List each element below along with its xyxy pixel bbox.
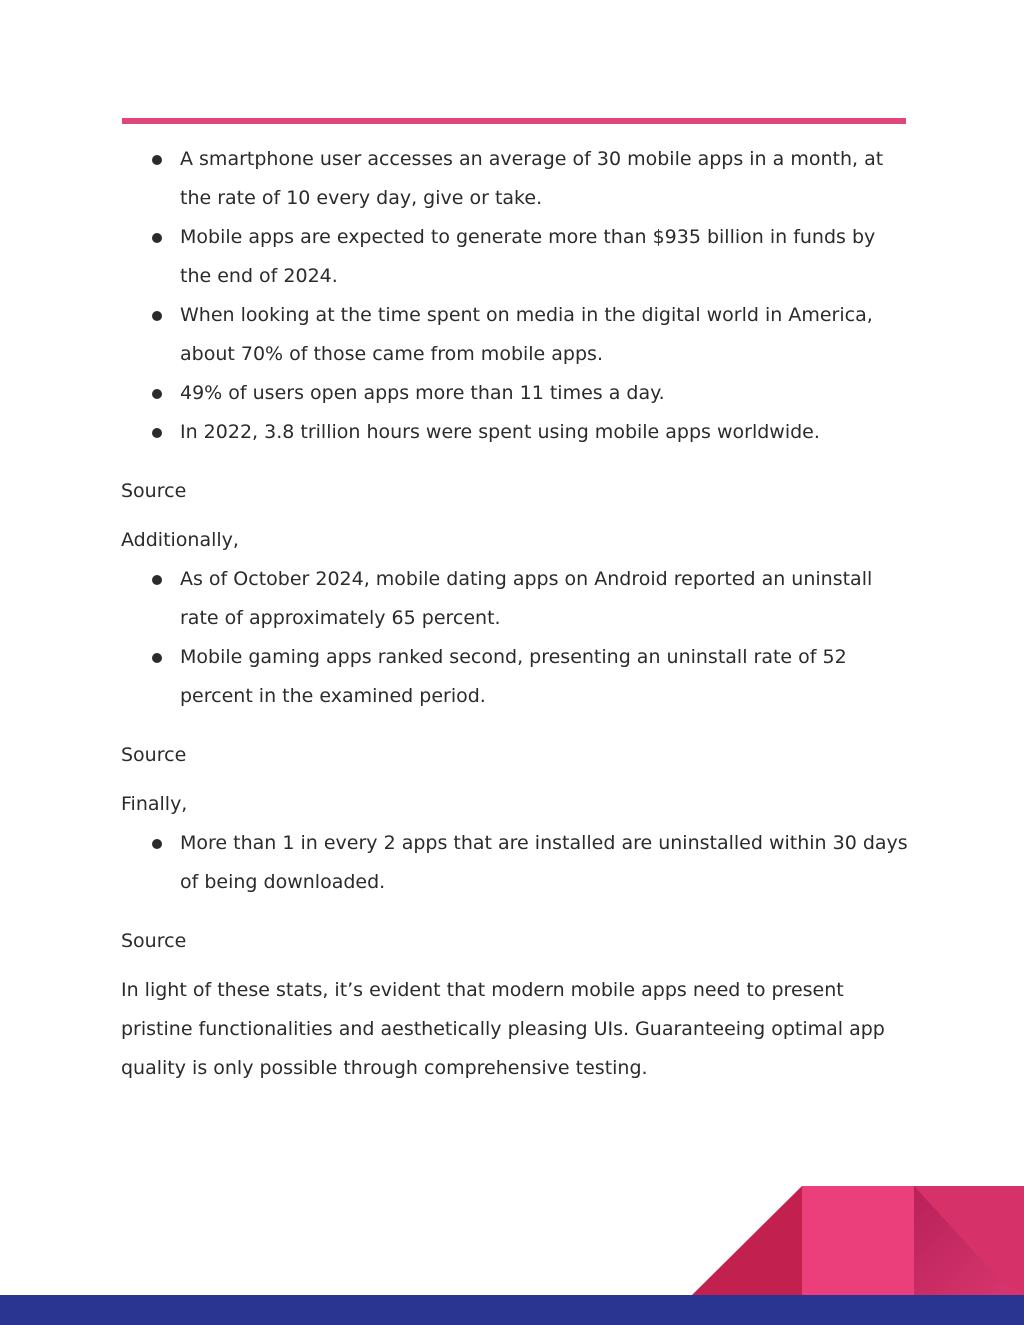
list-item: 49% of users open apps more than 11 times a day. <box>121 374 911 413</box>
stats-list-1 <box>121 140 911 452</box>
footer-triangle-shape <box>692 1186 802 1295</box>
footer-shadow-shape <box>914 1186 1024 1295</box>
bullet-icon <box>152 311 162 321</box>
bullet-icon <box>152 233 162 243</box>
list-item: Mobile gaming apps ranked second, presenting an uninstall rate of 52 percent in the examined period. <box>121 638 911 716</box>
bullet-icon <box>152 575 162 585</box>
footer-pink-block <box>802 1186 914 1295</box>
bullet-icon <box>152 839 162 849</box>
document-body <box>121 140 911 1088</box>
list-item: When looking at the time spent on media in the digital world in America, about 70% of those came from mobile apps. <box>121 296 911 374</box>
source-link-1[interactable]: Source <box>121 480 187 502</box>
bullet-icon <box>152 653 162 663</box>
conclusion-paragraph: In light of these stats, it’s evident that modern mobile apps need to present pristine functionalities and aesthetically pleasing UIs. Guaranteeing optimal app quality is only possible through comprehensive testing. <box>121 979 885 1079</box>
bullet-icon <box>152 428 162 438</box>
top-accent-rule <box>122 118 906 124</box>
list-item: As of October 2024, mobile dating apps on Android reported an uninstall rate of approximately 65 percent. <box>121 560 911 638</box>
source-link-2[interactable]: Source <box>121 744 187 766</box>
bullet-icon <box>152 155 162 165</box>
source-link-3[interactable]: Source <box>121 930 187 952</box>
list-item: A smartphone user accesses an average of 30 mobile apps in a month, at the rate of 10 every day, give or take. <box>121 140 911 218</box>
list-item: More than 1 in every 2 apps that are installed are uninstalled within 30 days of being downloaded. <box>121 824 911 902</box>
list-item: Mobile apps are expected to generate more than $935 billion in funds by the end of 2024. <box>121 218 911 296</box>
footer-dark-pink-block <box>914 1186 1024 1295</box>
list-item: In 2022, 3.8 trillion hours were spent using mobile apps worldwide. <box>121 413 911 452</box>
stats-list-2 <box>121 560 911 716</box>
bullet-icon <box>152 389 162 399</box>
stats-list-3 <box>121 824 911 902</box>
finally-intro: Finally, <box>121 793 188 815</box>
footer-navy-bar <box>0 1295 1024 1325</box>
additionally-intro: Additionally, <box>121 529 239 551</box>
